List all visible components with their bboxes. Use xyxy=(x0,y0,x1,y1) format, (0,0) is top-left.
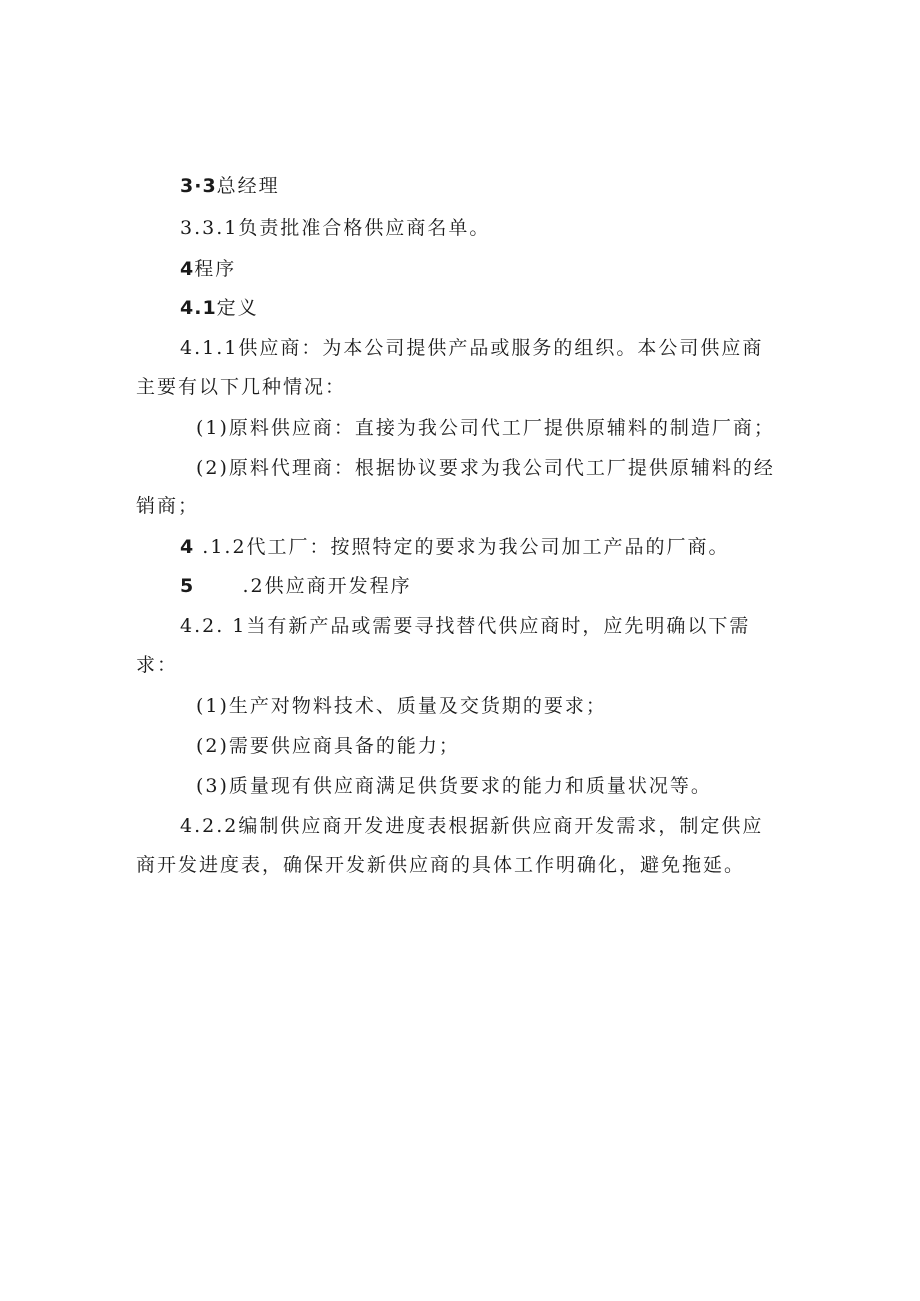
paragraph-4-2-1-cont: 求： xyxy=(136,654,179,676)
section-number: 4 xyxy=(180,536,195,558)
section-number: 5 xyxy=(180,575,195,597)
paragraph-4-2-2: 4.2.2编制供应商开发进度表根据新供应商开发需求，制定供应 xyxy=(180,815,764,837)
paragraph-3-3-1: 3.3.1负责批准合格供应商名单。 xyxy=(180,217,491,239)
section-number: 4.1 xyxy=(180,297,217,319)
section-title: 定义 xyxy=(216,297,259,319)
list-item-2: (2)原料代理商：根据协议要求为我公司代工厂提供原辅料的经 xyxy=(196,457,775,479)
list-item-2-cont: 销商； xyxy=(136,495,200,517)
section-number: 3·3 xyxy=(180,175,217,197)
paragraph-4-2-1: 4.2. 1当有新产品或需要寻找替代供应商时，应先明确以下需 xyxy=(180,615,751,637)
section-number: 4 xyxy=(180,258,195,280)
section-heading-4-2 xyxy=(180,574,412,598)
list-item-1: (1)原料供应商：直接为我公司代工厂提供原辅料的制造厂商； xyxy=(196,417,775,439)
section-title: 程序 xyxy=(194,258,237,280)
list-item-3: (3)质量现有供应商满足供货要求的能力和质量状况等。 xyxy=(196,775,712,797)
paragraph-text: .1.2代工厂：按照特定的要求为我公司加工产品的厂商。 xyxy=(202,536,730,558)
section-heading-3-3 xyxy=(180,174,280,198)
paragraph-4-2-2-cont: 商开发进度表，确保开发新供应商的具体工作明确化，避免拖延。 xyxy=(136,854,746,876)
list-item-1: (1)生产对物料技术、质量及交货期的要求； xyxy=(196,695,607,717)
section-title: .2供应商开发程序 xyxy=(242,575,412,597)
paragraph-4-1-1-cont: 主要有以下几种情况： xyxy=(136,376,347,398)
section-title: 总经理 xyxy=(216,175,280,197)
paragraph-4-1-1: 4.1.1供应商：为本公司提供产品或服务的组织。本公司供应商 xyxy=(180,337,764,359)
section-heading-4 xyxy=(180,257,236,281)
list-item-2: (2)需要供应商具备的能力； xyxy=(196,735,460,757)
paragraph-4-1-2 xyxy=(180,535,730,559)
section-heading-4-1 xyxy=(180,296,259,320)
